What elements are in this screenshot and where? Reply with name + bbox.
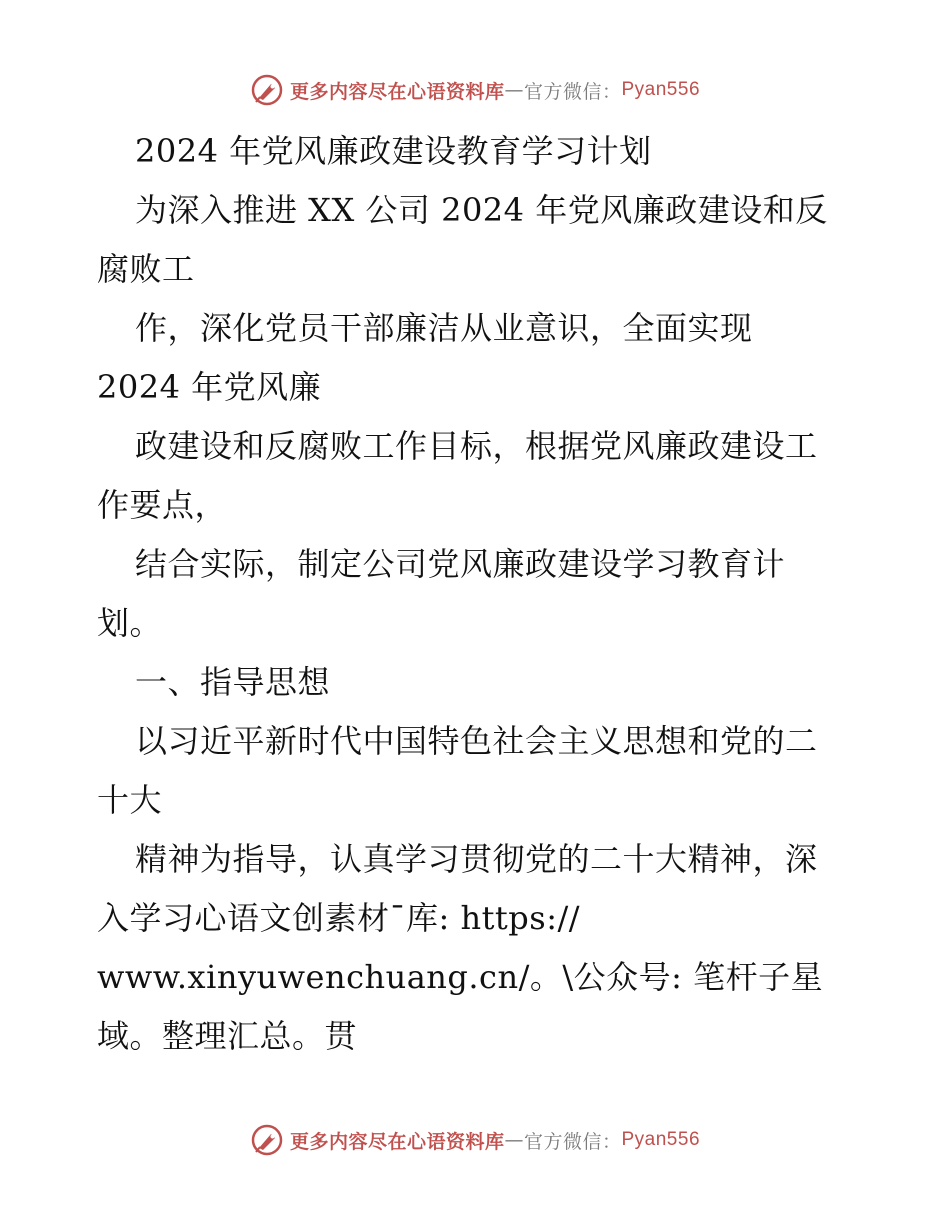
document-line: 腐败工 bbox=[97, 250, 195, 288]
pen-nib-logo-icon bbox=[250, 1123, 284, 1157]
banner-wechat-label: 官方微信： bbox=[523, 1130, 622, 1153]
document-line: 政建设和反腐败工作目标，根据党风廉政建设工 bbox=[135, 427, 818, 465]
document-line: 划。 bbox=[97, 604, 163, 642]
banner-dash: — bbox=[504, 1129, 524, 1151]
document-line: 2024 年党风廉 bbox=[97, 368, 322, 406]
pen-nib-logo-icon bbox=[250, 73, 284, 107]
document-line: 以习近平新时代中国特色社会主义思想和党的二 bbox=[135, 722, 818, 760]
document-line: 域。整理汇总。贯 bbox=[97, 1017, 358, 1055]
footer-watermark-banner bbox=[0, 1120, 950, 1160]
header-watermark-banner bbox=[0, 70, 950, 110]
document-line: 一、指导思想 bbox=[135, 663, 331, 701]
document-line: 入学习心语文创素材¯库: https:// bbox=[97, 899, 581, 937]
document-line: 作要点， bbox=[97, 486, 228, 524]
document-line: 作，深化党员干部廉洁从业意识，全面实现 bbox=[135, 309, 753, 347]
document-line: 十大 bbox=[97, 781, 163, 819]
document-line: 2024 年党风廉政建设教育学习计划 bbox=[135, 132, 652, 170]
banner-wechat-id: Pyan556 bbox=[621, 1129, 701, 1150]
document-line: www.xinyuwenchuang.cn/。\公众号: 笔杆子星 bbox=[97, 958, 824, 996]
document-line: 为深入推进 XX 公司 2024 年党风廉政建设和反 bbox=[135, 191, 828, 229]
banner-site-text: 更多内容尽在心语资料库 bbox=[289, 1130, 505, 1153]
document-body bbox=[97, 122, 857, 1066]
banner-wechat-label: 官方微信： bbox=[523, 80, 622, 103]
document-line: 结合实际，制定公司党风廉政建设学习教育计 bbox=[135, 545, 786, 583]
banner-dash: — bbox=[504, 79, 524, 101]
document-line: 精神为指导，认真学习贯彻党的二十大精神，深 bbox=[135, 840, 818, 878]
banner-wechat-id: Pyan556 bbox=[621, 79, 701, 100]
banner-site-text: 更多内容尽在心语资料库 bbox=[289, 80, 505, 103]
